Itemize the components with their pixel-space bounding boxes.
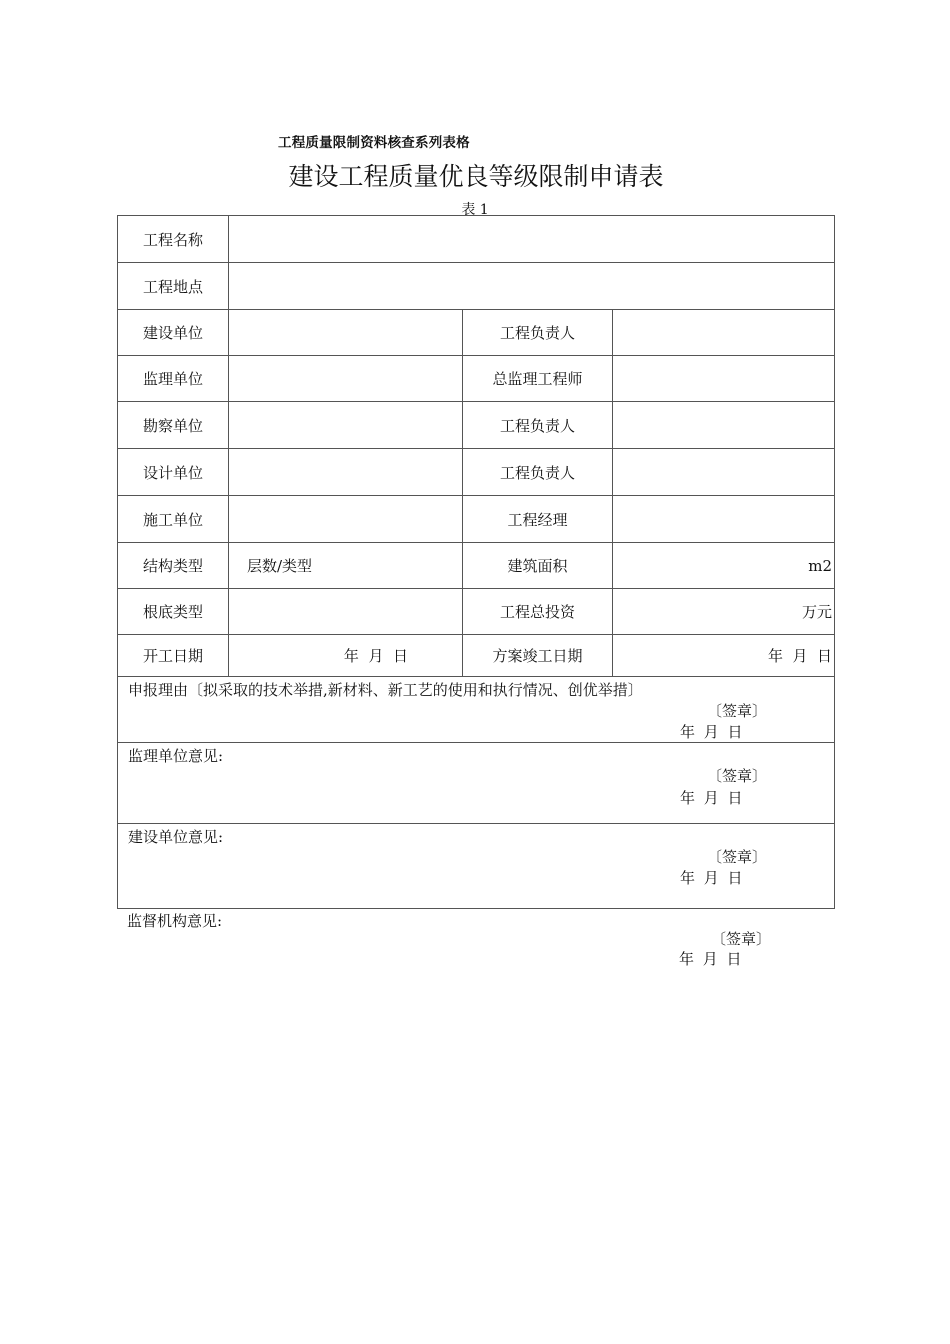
row-application-reason [118,677,835,743]
row-project-location [118,263,835,310]
builder-label: 建设单位 [118,310,229,356]
project-location-label: 工程地点 [118,263,229,310]
builder-manager-field[interactable] [613,310,835,356]
building-area-field[interactable]: m2 [613,543,835,589]
foundation-type-label: 根底类型 [118,589,229,635]
row-design [118,449,835,496]
series-title: 工程质量限制资料核查系列表格 [278,135,470,151]
supervisor-label: 监理单位 [118,356,229,402]
builder-manager-label: 工程负责人 [463,310,613,356]
table-number: 表 1 [461,202,489,218]
row-construction [118,496,835,543]
chief-supervisor-field[interactable] [613,356,835,402]
design-manager-field[interactable] [613,449,835,496]
structure-type-label: 结构类型 [118,543,229,589]
planned-completion-label: 方案竣工日期 [463,635,613,677]
builder-opinion-block[interactable] [118,824,835,909]
project-location-field[interactable] [229,263,835,310]
row-supervisor [118,356,835,402]
design-label: 设计单位 [118,449,229,496]
survey-label: 勘察单位 [118,402,229,449]
reason-seal: 〔签章〕 [707,702,768,720]
construction-field[interactable] [229,496,463,543]
total-investment-label: 工程总投资 [463,589,613,635]
planned-completion-field[interactable]: 年 月 日 [613,635,835,677]
row-builder-opinion [118,824,835,909]
application-reason-title: 申报理由〔拟采取的技术举措,新材料、新工艺的使用和执行情况、创优举措〕 [128,681,643,699]
oversight-date: 年 月 日 [679,950,742,968]
page-title [0,157,950,193]
builder-field[interactable] [229,310,463,356]
survey-manager-field[interactable] [613,402,835,449]
foundation-type-field[interactable] [229,589,463,635]
application-form-table [117,215,835,909]
supervisor-field[interactable] [229,356,463,402]
builder-date: 年 月 日 [680,869,743,887]
supervisor-seal: 〔签章〕 [707,767,768,785]
survey-manager-label: 工程负责人 [463,402,613,449]
page-title-text: 建设工程质量优良等级限制申请表 [288,162,664,191]
project-name-field[interactable] [229,216,835,263]
row-supervisor-opinion [118,743,835,824]
row-foundation [118,589,835,635]
start-date-field[interactable]: 年 月 日 [229,635,463,677]
design-manager-label: 工程负责人 [463,449,613,496]
project-manager-field[interactable] [613,496,835,543]
row-project-name [118,216,835,263]
row-dates [118,635,835,677]
oversight-opinion-block[interactable] [127,912,833,982]
reason-date: 年 月 日 [680,723,743,741]
application-reason-block[interactable] [118,677,835,743]
oversight-seal: 〔签章〕 [711,930,772,948]
start-date-label: 开工日期 [118,635,229,677]
supervisor-opinion-title: 监理单位意见: [128,747,224,765]
builder-seal: 〔签章〕 [707,848,768,866]
project-name-label: 工程名称 [118,216,229,263]
supervisor-opinion-block[interactable] [118,743,835,824]
building-area-label: 建筑面积 [463,543,613,589]
total-investment-field[interactable]: 万元 [613,589,835,635]
survey-field[interactable] [229,402,463,449]
project-manager-label: 工程经理 [463,496,613,543]
construction-label: 施工单位 [118,496,229,543]
row-builder [118,310,835,356]
builder-opinion-title: 建设单位意见: [128,828,224,846]
row-survey [118,402,835,449]
structure-type-field[interactable]: 层数/类型 [229,543,463,589]
oversight-opinion-title: 监督机构意见: [127,912,223,930]
design-field[interactable] [229,449,463,496]
chief-supervisor-label: 总监理工程师 [463,356,613,402]
supervisor-date: 年 月 日 [680,789,743,807]
row-structure [118,543,835,589]
